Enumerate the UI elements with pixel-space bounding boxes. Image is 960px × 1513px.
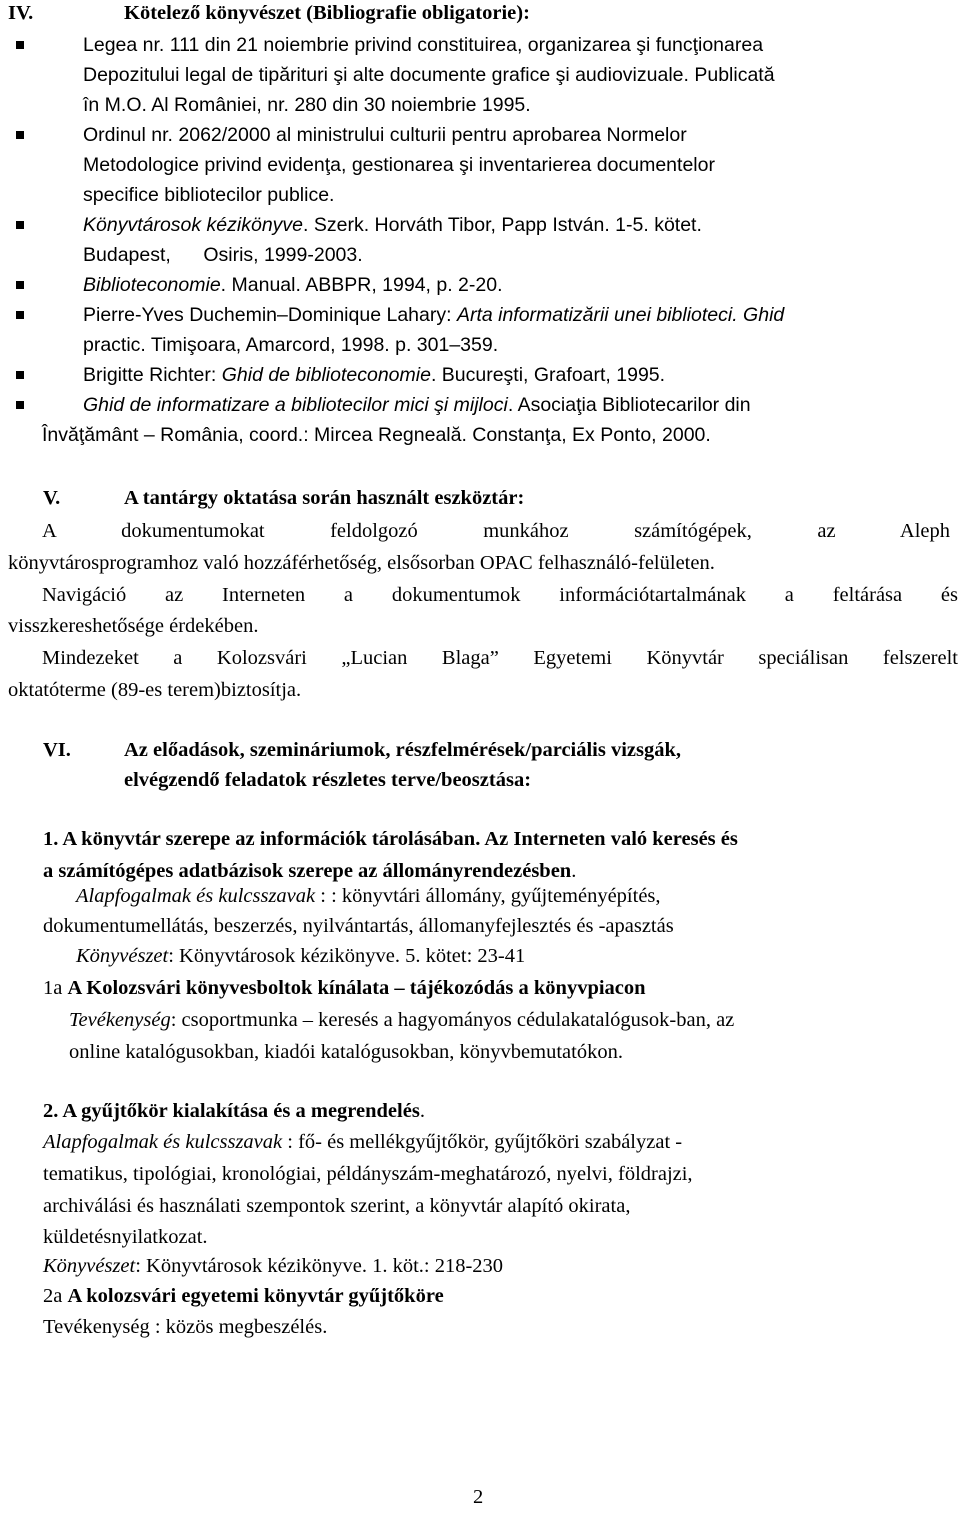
section-v-para2-line1: Navigáció az Interneten a dokumentumok információtartalmának a feltárása és <box>42 584 958 606</box>
unit1-biblio-label: Könyvészet <box>76 945 169 967</box>
unit1-keywords-line1: könyvtári állomány, gyűjteményépítés, <box>341 885 661 907</box>
bullet-icon <box>16 221 24 229</box>
ref-duchemin <box>83 299 784 331</box>
unit2-keywords-line1: : fő- és mellékgyűjtőkör, gyűjtőköri szabályzat - <box>282 1131 683 1153</box>
ref-handbook-rest: . Szerk. Horváth Tibor, Papp István. 1-5. kötet. <box>303 214 702 236</box>
ref-richter-rest: . Bucureşti, Grafoart, 1995. <box>430 364 666 386</box>
bullet-icon <box>16 311 24 319</box>
ref-ghid-rest: . Asociaţia Bibliotecarilor din <box>507 394 751 416</box>
unit2-heading-end: . <box>419 1100 425 1122</box>
unit2-keywords <box>43 1126 682 1158</box>
ref-order-line3: specifice bibliotecilor publice. <box>83 184 335 206</box>
unit1-bibliography <box>76 940 525 972</box>
section-v-para3-line1: Mindezeket a Kolozsvári „Lucian Blaga” Egyetemi Könyvtár speciálisan felszerelt <box>42 647 958 669</box>
ref-richter <box>83 359 665 391</box>
unit2a-title: A kolozsvári egyetemi könyvtár gyűjtőköre <box>67 1285 444 1307</box>
page-number: 2 <box>473 1486 484 1508</box>
unit2-heading-text: 2. A gyűjtőkör kialakítása és a megrendelés <box>43 1100 420 1122</box>
unit2-biblio-text: : Könyvtárosok kézikönyve. 1. köt.: 218-230 <box>135 1255 504 1277</box>
section-v-number: V. <box>43 487 61 509</box>
section-v-title: A tantárgy oktatása során használt eszköztár: <box>124 487 525 509</box>
unit1a-heading <box>43 972 646 1004</box>
unit1-keywords <box>76 880 661 912</box>
section-vi-number: VI. <box>43 739 71 761</box>
bullet-icon <box>16 401 24 409</box>
ref-order-line1: Ordinul nr. 2062/2000 al ministrului culturii pentru aprobarea Normelor <box>83 124 687 146</box>
bullet-icon <box>16 371 24 379</box>
unit1-keywords-line2: dokumentumellátás, beszerzés, nyilvántartás, állomanyfejlesztés és -apasztás <box>43 915 674 937</box>
unit1a-title: A Kolozsvári könyvesboltok kínálata – tájékozódás a könyvpiacon <box>67 977 646 999</box>
section-v-para3-line2: oktatóterme (89-es terem)biztosítja. <box>8 679 302 701</box>
section-vi-title-line2: elvégzendő feladatok részletes terve/beosztása: <box>124 769 532 791</box>
unit1-keywords-sep: : : <box>315 885 342 907</box>
unit2a-heading <box>43 1280 444 1312</box>
unit1a-activity-label: Tevékenység <box>69 1009 171 1031</box>
bullet-icon <box>16 131 24 139</box>
unit1-biblio-text: : Könyvtárosok kézikönyve. 5. kötet: 23-41 <box>168 945 526 967</box>
section-v-para2-line2: visszkereshetősége érdekében. <box>8 615 259 637</box>
unit2-keywords-line4: küldetésnyilatkozat. <box>43 1226 208 1248</box>
unit1a-activity-line1: : csoportmunka – keresés a hagyományos cédulakatalógusok-ban, az <box>170 1009 735 1031</box>
ref-duchemin-line2: practic. Timişoara, Amarcord, 1998. p. 301–359. <box>83 334 499 356</box>
ref-richter-title: Ghid de biblioteconomie <box>221 364 431 386</box>
section-iv-number: IV. <box>8 2 34 24</box>
unit2-biblio-label: Könyvészet <box>43 1255 136 1277</box>
ref-ghid-title: Ghid de informatizare a bibliotecilor mici şi mijloci <box>83 394 508 416</box>
ref-duchemin-authors: Pierre-Yves Duchemin–Dominique Lahary: <box>83 304 457 326</box>
ref-ghid-line2: Învăţământ – România, coord.: Mircea Regneală. Constanţa, Ex Ponto, 2000. <box>42 424 711 446</box>
ref-ghid <box>83 389 751 421</box>
ref-duchemin-title: Arta informatizării unei biblioteci. Ghid <box>456 304 785 326</box>
unit1a-activity-line2: online katalógusokban, kiadói katalógusokban, könyvbemutatókon. <box>69 1041 623 1063</box>
section-v-para1-line2: könyvtárosprogramhoz való hozzáférhetőség, elsősorban OPAC felhasználó-felületen. <box>8 552 715 574</box>
ref-handbook-title: Könyvtárosok kézikönyve <box>83 214 304 236</box>
unit1a-activity <box>69 1004 734 1036</box>
unit1-heading-line2-text: a számítógépes adatbázisok szerepe az állományrendezésben <box>43 860 572 882</box>
unit1a-number: 1a <box>43 977 68 999</box>
unit2a-activity: Tevékenység : közös megbeszélés. <box>43 1316 328 1338</box>
ref-handbook-line2: Budapest, Osiris, 1999-2003. <box>83 244 363 266</box>
unit2a-number: 2a <box>43 1285 68 1307</box>
unit1-keywords-label: Alapfogalmak és kulcsszavak <box>76 885 316 907</box>
ref-richter-author: Brigitte Richter: <box>83 364 222 386</box>
ref-law-line3: în M.O. Al României, nr. 280 din 30 noiembrie 1995. <box>83 94 531 116</box>
unit2-keywords-line2: tematikus, tipológiai, kronológiai, példányszám-meghatározó, nyelvi, földrajzi, <box>43 1163 693 1185</box>
bullet-icon <box>16 41 24 49</box>
ref-law-line1: Legea nr. 111 din 21 noiembrie privind constituirea, organizarea şi funcţionarea <box>83 34 764 56</box>
unit1-heading-line1: 1. A könyvtár szerepe az információk tárolásában. Az Interneten való keresés és <box>43 828 738 850</box>
ref-order-line2: Metodologice privind evidenţa, gestionarea şi inventarierea documentelor <box>83 154 715 176</box>
ref-biblioteconomie <box>83 269 503 301</box>
ref-law-line2: Depozitului legal de tipărituri şi alte documente grafice şi audiovizuale. Publicată <box>83 64 775 86</box>
bullet-icon <box>16 281 24 289</box>
section-v-para1-line1: A dokumentumokat feldolgozó munkához számítógépek, az Aleph <box>42 520 950 542</box>
section-iv-title: Kötelező könyvészet (Bibliografie obligatorie): <box>124 2 530 24</box>
ref-handbook <box>83 209 702 241</box>
section-vi-title-line1: Az előadások, szemináriumok, részfelmérések/parciális vizsgák, <box>124 739 682 761</box>
ref-biblioteconomie-title: Biblioteconomie <box>83 274 221 296</box>
unit1-heading-end: . <box>571 860 577 882</box>
unit2-bibliography <box>43 1250 503 1282</box>
unit2-heading <box>43 1095 425 1127</box>
unit2-keywords-label: Alapfogalmak és kulcsszavak <box>43 1131 283 1153</box>
unit2-keywords-line3: archiválási és használati szempontok szerint, a könyvtár alapító okirata, <box>43 1195 631 1217</box>
ref-biblioteconomie-rest: . Manual. ABBPR, 1994, p. 2-20. <box>220 274 503 296</box>
